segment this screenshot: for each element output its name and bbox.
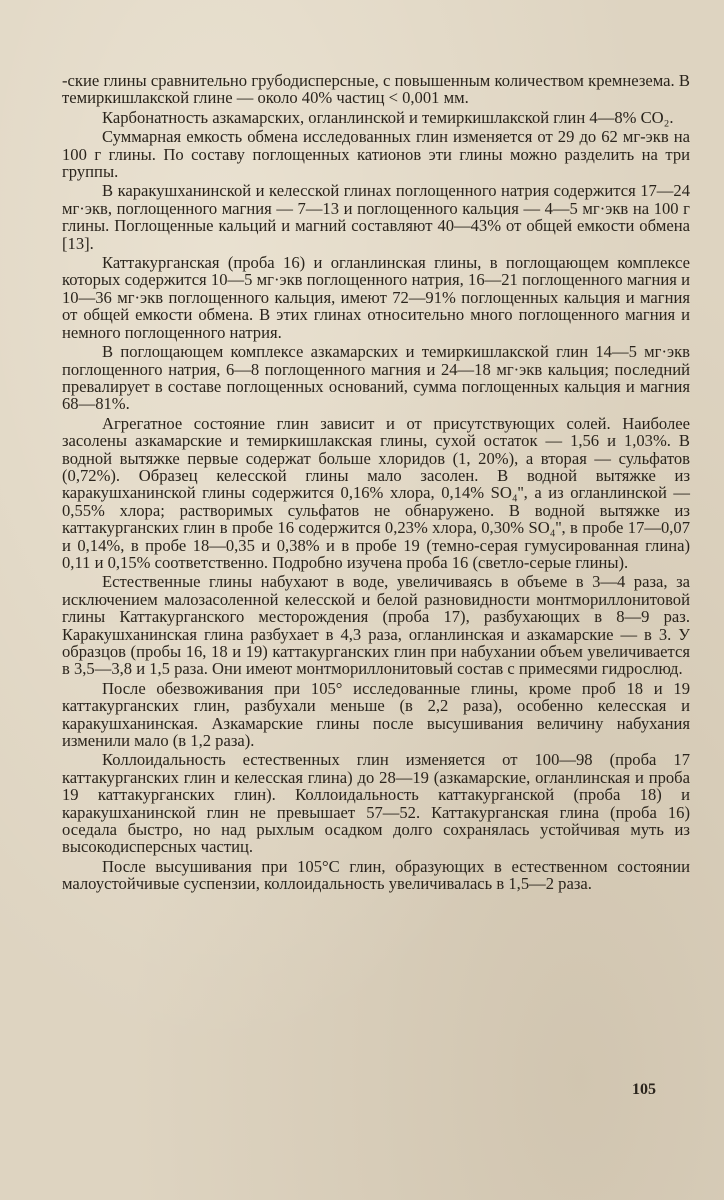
paragraph-3: Суммарная емкость обмена исследованных глин изменяется от 29 до 62 мг-экв на 100 г глины. По составу поглощенных катионов эти глины можно разделить на три группы. [62, 127, 690, 182]
body-text [62, 72, 690, 893]
paragraph-10: Коллоидальность естественных глин изменяется от 100—98 (проба 17 каттакурганских глин и келесская глина) до 28—19 (азкамарские, огланлинская и проба 19 каттакурганских глин). Коллоидальность каттакурганской (проба 18) и каракушханинской глин не превышает 57—52. Каттакурганская глина (проба 16) оседала быстро, но над рыхлым осадком долго сохранялась устойчивая муть из высокодисперсных частиц. [62, 750, 690, 857]
paragraph-4: В каракушханинской и келесской глинах поглощенного натрия содержится 17—24 мг·экв, поглощенного магния — 7—13 и поглощенного кальция — 4—5 мг·экв на 100 г глины. Поглощенные кальций и магний составляют 40—43% от общей емкости обмена [13]. [62, 181, 690, 253]
paragraph-7: Агрегатное состояние глин зависит и от присутствующих солей. Наиболее засолены азкамарские и темиркишлакская глины, сухой остаток — 1,56 и 1,03%. В водной вытяжке первые содержат больше хлоридов (1, 20%), а вторая — сульфатов (0,72%). Образец келесской глины мало засолен. В водной вытяжке из каракушханинской глины содержится 0,16% хлора, 0,14% SO₄'', а из огланлинской — 0,55% хлора; растворимых сульфатов не обнаружено. В водной вытяжке из каттакурганских глин в пробе 16 содержится 0,23% хлора, 0,30% SO₄'', в пробе 17—0,07 и 0,14%, в пробе 18—0,35 и 0,38% и в пробе 19 (темно-серая гумусированная глина) 0,11 и 0,15% соответственно. Подробно изучена проба 16 (светло-серые глины). [62, 413, 690, 572]
paragraph-6: В поглощающем комплексе азкамарских и темиркишлакской глин 14—5 мг·экв поглощенного натрия, 6—8 поглощенного магния и 24—18 мг·экв кальция; последний превалирует в составе поглощенных оснований, сумма поглощенных кальция и магния 68—81%. [62, 342, 690, 414]
paragraph-9: После обезвоживания при 105° исследованные глины, кроме проб 18 и 19 каттакурганских глин, разбухали меньше (в 2,2 раза), особенно келесская и каракушханинская. Азкамарские глины после высушивания величину набухания изменили мало (в 1,2 раза). [62, 678, 690, 751]
page-number: 105 [632, 1081, 656, 1098]
paragraph-8: Естественные глины набухают в воде, увеличиваясь в объеме в 3—4 раза, за исключением малозасоленной келесской и белой разновидности монтмориллонитовой глины Каттакурганского месторождения (проба 17), разбухающих в 8—9 раз. Каракушханинская глина разбухает в 4,3 раза, огланлинская и азкамарские — в 3. У образцов (пробы 16, 18 и 19) каттакурганских глин при набухании объем увеличивается в 3,5—3,8 и 1,5 раза. Они имеют монтмориллонитовый состав с примесями гидрослюд. [62, 572, 690, 679]
paragraph-1: -ские глины сравнительно грубодисперсные, с повышенным количеством кремнезема. В темиркишлакской глине — около 40% частиц < 0,001 мм. [62, 71, 690, 108]
paragraph-5: Каттакурганская (проба 16) и огланлинская глины, в поглощающем комплексе которых содержится 10—5 мг·экв поглощенного натрия, 16—21 поглощенного магния и 10—36 мг·экв поглощенного кальция, имеют 72—91% поглощенных кальция и магния от общей емкости обмена. В этих глинах относительно много поглощенного магния и немного поглощенного натрия. [62, 253, 690, 342]
paragraph-2: Карбонатность азкамарских, огланлинской и темиркишлакской глин 4—8% CO₂. [102, 107, 674, 127]
paragraph-11: После высушивания при 105°C глин, образующих в естественном состоянии малоустойчивые суспензии, коллоидальность увеличивалась в 1,5—2 раза. [62, 856, 690, 894]
